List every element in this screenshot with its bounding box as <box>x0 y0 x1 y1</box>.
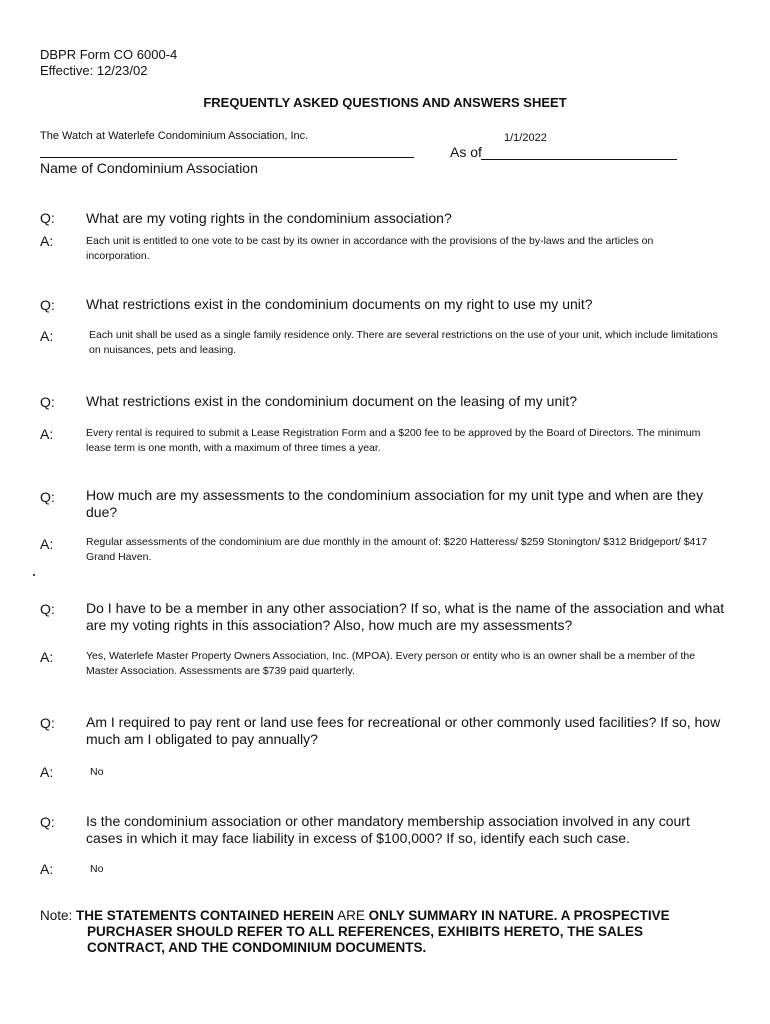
answer-label: A: <box>40 233 54 249</box>
as-of-label: As of <box>450 144 482 160</box>
effective-date: Effective: 12/23/02 <box>40 63 148 78</box>
question-text: Am I required to pay rent or land use fees for recreational or other commonly used facilities? If so, how much am I obligated to pay annually? <box>86 714 721 747</box>
answer-text: Each unit shall be used as a single family residence only. There are several restrictions on the use of your unit, which include limitations on nuisances, pets and leasing. <box>89 329 718 356</box>
answer-label: A: <box>40 328 54 344</box>
as-of-underline <box>481 159 677 160</box>
question-label: Q: <box>40 715 55 731</box>
answer-label: A: <box>40 426 54 442</box>
association-name-underline <box>40 157 414 158</box>
answer-label: A: <box>40 764 54 780</box>
answer-text: Regular assessments of the condominium are due monthly in the amount of: $220 Hatteress/ $259 Stonington/ $312 Bridgeport/ $417 Grand Haven. <box>86 536 708 563</box>
question-text: Is the condominium association or other mandatory membership association involved in any court cases in which it may face liability in excess of $100,000? If so, identify each such case. <box>86 813 690 846</box>
disclaimer-note <box>40 908 720 956</box>
answer-text: No <box>90 863 104 875</box>
question-text: What restrictions exist in the condominium documents on my right to use my unit? <box>86 296 593 312</box>
page-title: FREQUENTLY ASKED QUESTIONS AND ANSWERS SHEET <box>203 95 567 110</box>
question-label: Q: <box>40 489 55 505</box>
stray-dot <box>33 574 35 576</box>
as-of-date-value: 1/1/2022 <box>504 132 547 144</box>
question-text: Do I have to be a member in any other association? If so, what is the name of the association and what are my voting rights in this association? Also, how much are my assessments? <box>86 600 725 633</box>
answer-label: A: <box>40 861 54 877</box>
association-name-value: The Watch at Waterlefe Condominium Association, Inc. <box>40 130 309 142</box>
question-label: Q: <box>40 394 55 410</box>
form-number: DBPR Form CO 6000-4 <box>40 47 178 62</box>
answer-text: Yes, Waterlefe Master Property Owners Association, Inc. (MPOA). Every person or entity who is an owner shall be a member of the Master Association. Assessments are $739 paid quarterly. <box>86 650 696 677</box>
association-name-label: Name of Condominium Association <box>40 160 258 176</box>
answer-label: A: <box>40 536 54 552</box>
question-text: What are my voting rights in the condominium association? <box>86 210 452 226</box>
note-text-line3: CONTRACT, AND THE CONDOMINIUM DOCUMENTS. <box>87 940 427 955</box>
question-label: Q: <box>40 210 55 226</box>
note-text-part3: ONLY SUMMARY IN NATURE. A PROSPECTIVE <box>368 908 670 923</box>
question-label: Q: <box>40 297 55 313</box>
note-prefix: Note: <box>40 908 73 923</box>
question-label: Q: <box>40 814 55 830</box>
answer-label: A: <box>40 649 54 665</box>
question-text: What restrictions exist in the condominium document on the leasing of my unit? <box>86 393 578 409</box>
note-text-part2: ARE <box>337 908 365 923</box>
question-label: Q: <box>40 601 55 617</box>
note-text-part1: THE STATEMENTS CONTAINED HEREIN <box>76 908 335 923</box>
question-text: How much are my assessments to the condominium association for my unit type and when are they due? <box>86 487 704 520</box>
answer-text: Every rental is required to submit a Lease Registration Form and a $200 fee to be approved by the Board of Directors. The minimum lease term is one month, with a maximum of three times a year. <box>86 427 701 454</box>
answer-text: No <box>90 766 104 778</box>
answer-text: Each unit is entitled to one vote to be cast by its owner in accordance with the provisions of the by-laws and the articles on incorporation. <box>86 235 654 262</box>
note-text-line2: PURCHASER SHOULD REFER TO ALL REFERENCES, EXHIBITS HERETO, THE SALES <box>87 924 644 939</box>
